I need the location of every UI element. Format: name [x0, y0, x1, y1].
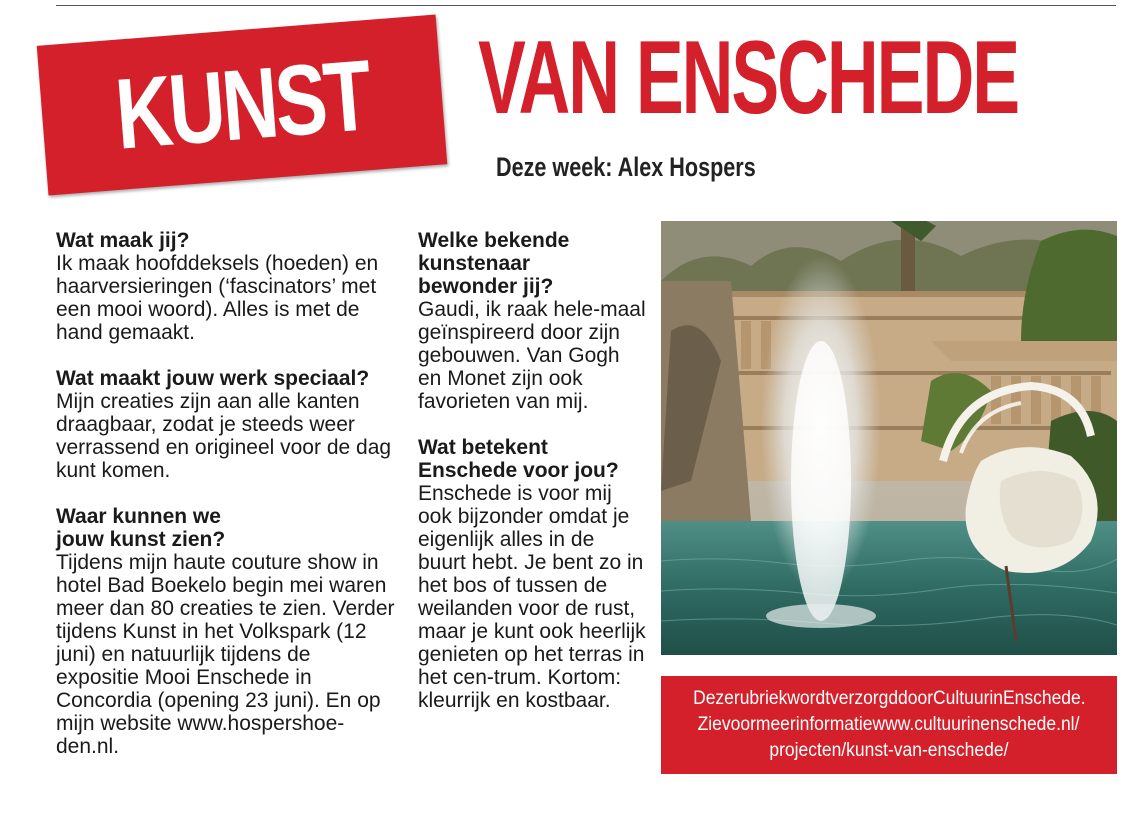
answer: Gaudi, ik raak hele-maal geïnspireerd door zijn gebouwen. Van Gogh en Monet zijn ook favorieten van mij.	[418, 298, 646, 413]
credit-line: projecten/kunst-van-enschede/	[769, 740, 1009, 761]
question: Wat maakt jouw werk speciaal?	[56, 367, 370, 390]
qa-block	[56, 367, 396, 482]
question: Wat betekent Enschede voor jou?	[418, 436, 619, 482]
stamp-label: KUNST	[111, 38, 373, 171]
credit-line: Zievoormeerinformatiewww.cultuurinenschede.nl/	[698, 714, 1080, 735]
question: Wat maak jij?	[56, 229, 190, 252]
column-middle	[418, 229, 646, 735]
question: Waar kunnen we jouw kunst zien?	[56, 505, 226, 551]
qa-block	[418, 436, 646, 712]
qa-block	[418, 229, 646, 413]
headline: VAN ENSCHEDE	[478, 20, 1019, 136]
qa-block	[56, 505, 396, 758]
fountain-hat-photo	[661, 221, 1117, 655]
subheadline: Deze week: Alex Hospers	[496, 152, 756, 182]
answer: Ik maak hoofddeksels (hoeden) en haarversieringen (‘fascinators’ met een mooi woord). Alles is met de hand gemaakt.	[56, 252, 379, 344]
column-left	[56, 229, 396, 781]
qa-block	[56, 229, 396, 344]
credit-box	[661, 676, 1117, 774]
answer: Mijn creaties zijn aan alle kanten draagbaar, zodat je steeds weer verrassend en origineel voor de dag kunt komen.	[56, 390, 392, 482]
answer: Tijdens mijn haute couture show in hotel Bad Boekelo begin mei waren meer dan 80 creaties te zien. Verder tijdens Kunst in het Volkspark (12 juni) en natuurlijk tijdens de expositie Mooi Enschede in Concordia (opening 23 juni). En op mijn website www.hospershoe-den.nl.	[56, 551, 395, 758]
top-rule	[56, 5, 1116, 6]
question: Welke bekende kunstenaar bewonder jij?	[418, 229, 570, 298]
credit-line: DezerubriekwordtverzorgddoorCultuurinEnschede.	[692, 688, 1086, 709]
kunst-stamp	[37, 15, 448, 196]
answer: Enschede is voor mij ook bijzonder omdat je eigenlijk alles in de buurt hebt. Je bent zo in het bos of tussen de weilanden voor de rust, maar je kunt ook heerlijk genieten op het terras in het cen-trum. Kortom: kleurrijk en kostbaar.	[418, 482, 646, 712]
